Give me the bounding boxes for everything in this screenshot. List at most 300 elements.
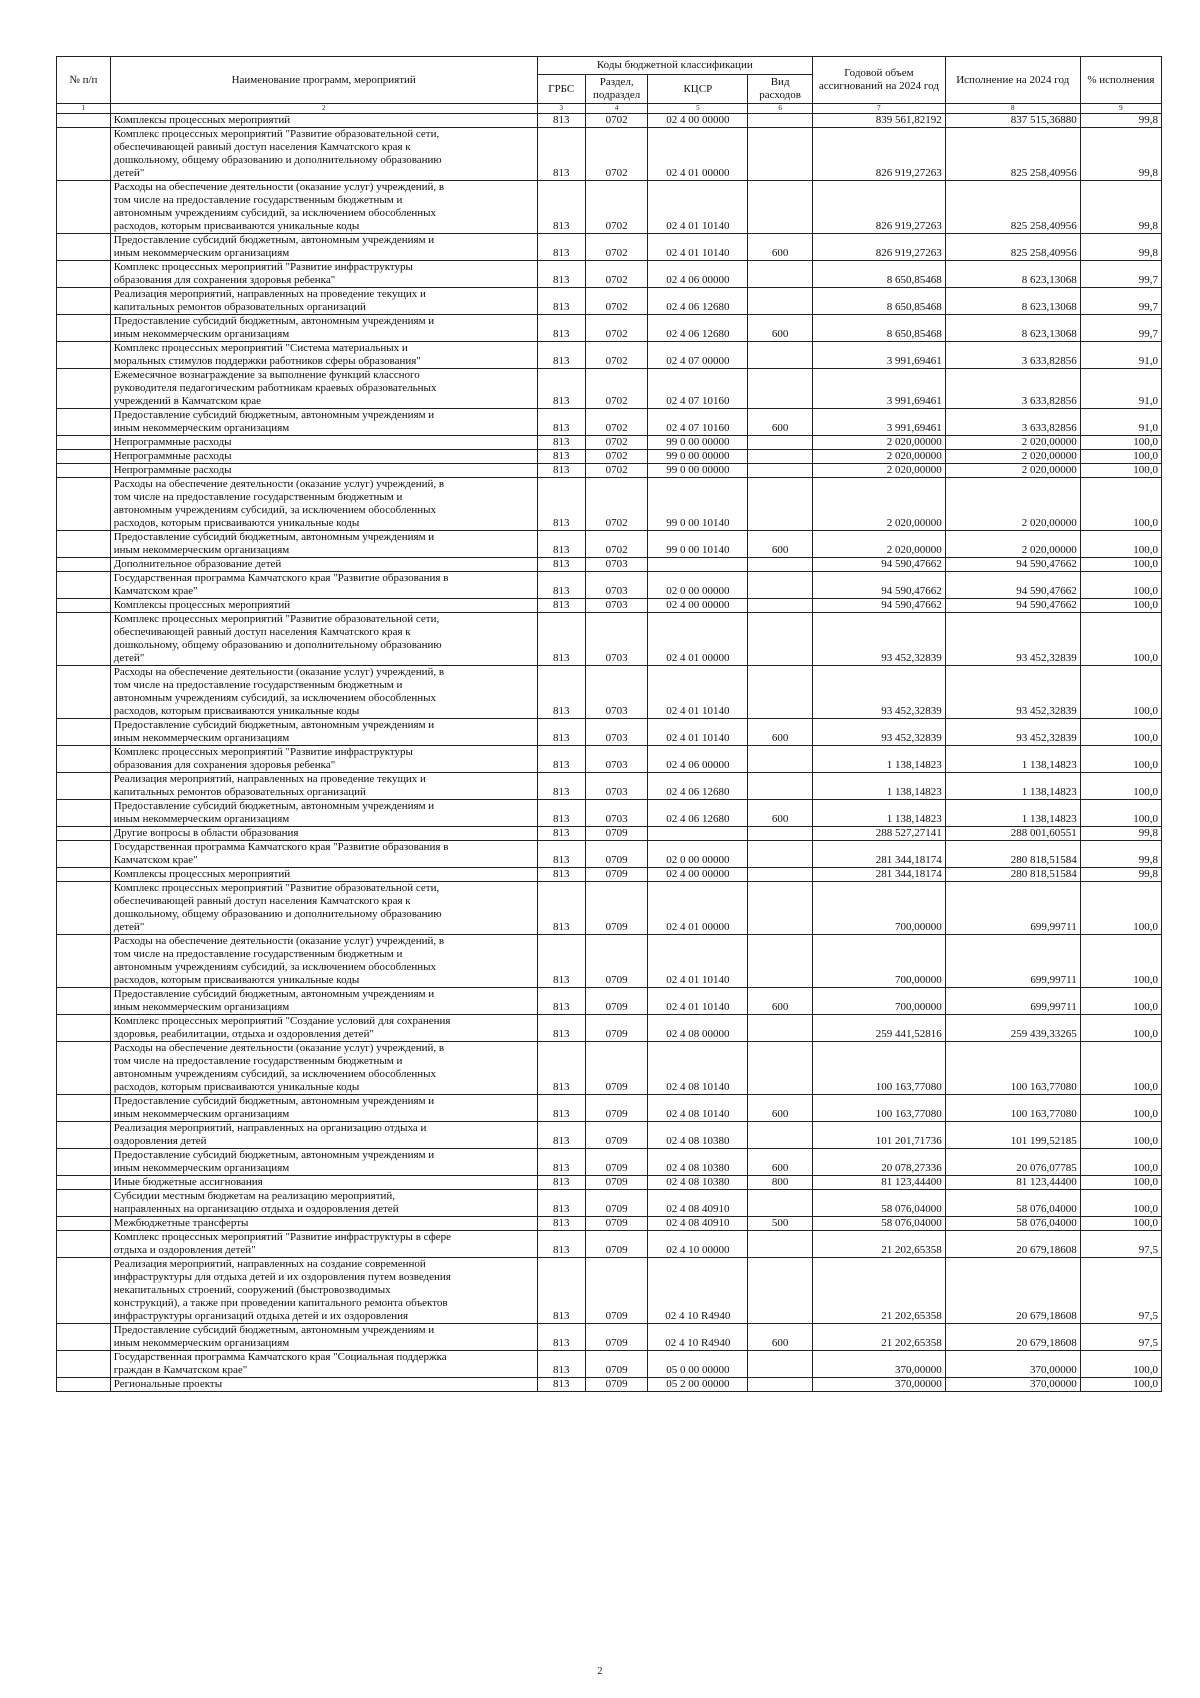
cell-plan: 700,00000	[813, 988, 946, 1015]
table-row	[57, 558, 1162, 572]
cell-razdel: 0702	[585, 114, 648, 128]
cell-name: Расходы на обеспечение деятельности (оказание услуг) учреждений, в том числе на предоставление государственным бюджетным и автономным учреждениям субсидий, за исключением обособленных расходов, которым присваиваются уникальные коды	[110, 181, 537, 234]
cell-kcsr: 02 4 08 10380	[648, 1149, 748, 1176]
cell-name: Межбюджетные трансферты	[110, 1217, 537, 1231]
cell-num	[57, 988, 111, 1015]
cell-razdel: 0703	[585, 773, 648, 800]
cell-razdel: 0702	[585, 464, 648, 478]
cell-pct: 100,0	[1080, 746, 1161, 773]
cell-fact: 259 439,33265	[945, 1015, 1080, 1042]
cell-name: Комплекс процессных мероприятий "Развитие инфраструктуры в сфере отдыха и оздоровления детей"	[110, 1231, 537, 1258]
cell-pct: 100,0	[1080, 464, 1161, 478]
cell-grbs: 813	[537, 935, 585, 988]
colnum: 5	[648, 104, 748, 114]
cell-name: Непрограммные расходы	[110, 464, 537, 478]
cell-vid: 600	[748, 800, 813, 827]
cell-plan: 1 138,14823	[813, 746, 946, 773]
cell-razdel: 0709	[585, 1231, 648, 1258]
cell-num	[57, 599, 111, 613]
cell-kcsr: 02 4 06 12680	[648, 773, 748, 800]
cell-pct: 91,0	[1080, 342, 1161, 369]
cell-num	[57, 1149, 111, 1176]
cell-name: Предоставление субсидий бюджетным, автономным учреждениям и иным некоммерческим организациям	[110, 719, 537, 746]
cell-num	[57, 746, 111, 773]
cell-vid	[748, 450, 813, 464]
cell-fact: 2 020,00000	[945, 436, 1080, 450]
cell-name: Дополнительное образование детей	[110, 558, 537, 572]
cell-name: Комплекс процессных мероприятий "Система материальных и моральных стимулов поддержки работников сферы образования"	[110, 342, 537, 369]
colnum: 4	[585, 104, 648, 114]
table-row	[57, 450, 1162, 464]
cell-fact: 93 452,32839	[945, 666, 1080, 719]
cell-vid	[748, 288, 813, 315]
cell-pct: 99,7	[1080, 261, 1161, 288]
cell-kcsr: 02 4 08 10380	[648, 1176, 748, 1190]
cell-kcsr: 02 4 01 10140	[648, 234, 748, 261]
cell-vid: 600	[748, 315, 813, 342]
cell-pct: 100,0	[1080, 719, 1161, 746]
cell-vid	[748, 478, 813, 531]
cell-pct: 100,0	[1080, 1149, 1161, 1176]
cell-num	[57, 464, 111, 478]
cell-num	[57, 882, 111, 935]
cell-kcsr: 99 0 00 00000	[648, 450, 748, 464]
header-razdel: Раздел, подраздел	[585, 75, 648, 104]
cell-plan: 58 076,04000	[813, 1190, 946, 1217]
cell-name: Ежемесячное вознаграждение за выполнение функций классного руководителя педагогическим работникам краевых образовательных учреждений в Камчатском крае	[110, 369, 537, 409]
cell-plan: 259 441,52816	[813, 1015, 946, 1042]
cell-kcsr: 02 4 00 00000	[648, 599, 748, 613]
cell-pct: 100,0	[1080, 450, 1161, 464]
cell-pct: 100,0	[1080, 935, 1161, 988]
cell-fact: 825 258,40956	[945, 181, 1080, 234]
cell-vid	[748, 369, 813, 409]
table-row	[57, 1176, 1162, 1190]
cell-grbs: 813	[537, 1231, 585, 1258]
table-row	[57, 800, 1162, 827]
cell-grbs: 813	[537, 114, 585, 128]
cell-name: Расходы на обеспечение деятельности (оказание услуг) учреждений, в том числе на предоставление государственным бюджетным и автономным учреждениям субсидий, за исключением обособленных расходов, которым присваиваются уникальные коды	[110, 666, 537, 719]
cell-fact: 100 163,77080	[945, 1095, 1080, 1122]
cell-plan: 94 590,47662	[813, 572, 946, 599]
cell-plan: 1 138,14823	[813, 800, 946, 827]
cell-num	[57, 841, 111, 868]
cell-razdel: 0709	[585, 1122, 648, 1149]
cell-vid	[748, 128, 813, 181]
cell-name: Региональные проекты	[110, 1378, 537, 1392]
header-plan: Годовой объем ассигнований на 2024 год	[813, 57, 946, 104]
page-number: 2	[597, 1666, 603, 1677]
cell-kcsr: 02 4 01 00000	[648, 882, 748, 935]
cell-name: Комплексы процессных мероприятий	[110, 868, 537, 882]
cell-num	[57, 1122, 111, 1149]
cell-vid	[748, 841, 813, 868]
cell-razdel: 0703	[585, 599, 648, 613]
cell-name: Комплекс процессных мероприятий "Развитие инфраструктуры образования для сохранения здоровья ребенка"	[110, 746, 537, 773]
cell-fact: 3 633,82856	[945, 369, 1080, 409]
table-row	[57, 1042, 1162, 1095]
cell-vid	[748, 1231, 813, 1258]
cell-razdel: 0709	[585, 988, 648, 1015]
cell-grbs: 813	[537, 1351, 585, 1378]
cell-name: Реализация мероприятий, направленных на проведение текущих и капитальных ремонтов образовательных организаций	[110, 773, 537, 800]
cell-vid	[748, 1122, 813, 1149]
cell-vid	[748, 342, 813, 369]
cell-razdel: 0703	[585, 613, 648, 666]
cell-grbs: 813	[537, 1122, 585, 1149]
cell-fact: 94 590,47662	[945, 558, 1080, 572]
cell-pct: 99,7	[1080, 315, 1161, 342]
table-row	[57, 288, 1162, 315]
cell-num	[57, 773, 111, 800]
cell-pct: 100,0	[1080, 478, 1161, 531]
cell-grbs: 813	[537, 464, 585, 478]
cell-num	[57, 613, 111, 666]
cell-name: Предоставление субсидий бюджетным, автономным учреждениям и иным некоммерческим организациям	[110, 531, 537, 558]
cell-name: Государственная программа Камчатского края "Социальная поддержка граждан в Камчатском крае"	[110, 1351, 537, 1378]
cell-pct: 97,5	[1080, 1231, 1161, 1258]
colnum: 7	[813, 104, 946, 114]
cell-razdel: 0702	[585, 409, 648, 436]
header-num: № п/п	[57, 57, 111, 104]
cell-pct: 100,0	[1080, 613, 1161, 666]
cell-kcsr: 99 0 00 00000	[648, 436, 748, 450]
cell-grbs: 813	[537, 719, 585, 746]
table-row	[57, 478, 1162, 531]
table-row	[57, 613, 1162, 666]
cell-vid	[748, 882, 813, 935]
cell-grbs: 813	[537, 1258, 585, 1324]
cell-razdel: 0709	[585, 1042, 648, 1095]
table-header	[57, 57, 1162, 114]
cell-grbs: 813	[537, 666, 585, 719]
cell-fact: 2 020,00000	[945, 464, 1080, 478]
cell-num	[57, 935, 111, 988]
cell-num	[57, 369, 111, 409]
cell-vid	[748, 1351, 813, 1378]
cell-fact: 20 679,18608	[945, 1258, 1080, 1324]
table-row	[57, 369, 1162, 409]
cell-plan: 21 202,65358	[813, 1324, 946, 1351]
cell-fact: 94 590,47662	[945, 572, 1080, 599]
cell-vid	[748, 1190, 813, 1217]
cell-pct: 100,0	[1080, 666, 1161, 719]
cell-razdel: 0709	[585, 1378, 648, 1392]
cell-plan: 700,00000	[813, 882, 946, 935]
cell-razdel: 0709	[585, 1095, 648, 1122]
table-row	[57, 1149, 1162, 1176]
colnum: 3	[537, 104, 585, 114]
table-row	[57, 841, 1162, 868]
cell-plan: 8 650,85468	[813, 261, 946, 288]
table-row	[57, 1217, 1162, 1231]
cell-grbs: 813	[537, 613, 585, 666]
cell-vid	[748, 613, 813, 666]
cell-razdel: 0709	[585, 1176, 648, 1190]
cell-pct: 100,0	[1080, 1217, 1161, 1231]
cell-fact: 370,00000	[945, 1351, 1080, 1378]
cell-razdel: 0702	[585, 531, 648, 558]
cell-name: Государственная программа Камчатского края "Развитие образования в Камчатском крае"	[110, 572, 537, 599]
cell-grbs: 813	[537, 800, 585, 827]
cell-plan: 94 590,47662	[813, 599, 946, 613]
cell-grbs: 813	[537, 841, 585, 868]
cell-kcsr: 02 4 06 12680	[648, 288, 748, 315]
cell-pct: 100,0	[1080, 988, 1161, 1015]
table-row	[57, 827, 1162, 841]
table-row	[57, 315, 1162, 342]
colnum: 9	[1080, 104, 1161, 114]
cell-vid	[748, 1378, 813, 1392]
cell-grbs: 813	[537, 288, 585, 315]
cell-pct: 100,0	[1080, 800, 1161, 827]
cell-grbs: 813	[537, 234, 585, 261]
cell-fact: 699,99711	[945, 988, 1080, 1015]
table-row	[57, 1258, 1162, 1324]
cell-fact: 58 076,04000	[945, 1190, 1080, 1217]
cell-kcsr: 99 0 00 00000	[648, 464, 748, 478]
cell-num	[57, 1217, 111, 1231]
cell-razdel: 0702	[585, 369, 648, 409]
table-row	[57, 935, 1162, 988]
cell-grbs: 813	[537, 599, 585, 613]
table-row	[57, 531, 1162, 558]
cell-name: Государственная программа Камчатского края "Развитие образования в Камчатском крае"	[110, 841, 537, 868]
cell-pct: 99,8	[1080, 128, 1161, 181]
cell-kcsr: 02 0 00 00000	[648, 841, 748, 868]
cell-pct: 100,0	[1080, 558, 1161, 572]
table-row	[57, 261, 1162, 288]
cell-vid	[748, 1042, 813, 1095]
cell-plan: 826 919,27263	[813, 181, 946, 234]
cell-kcsr: 02 0 00 00000	[648, 572, 748, 599]
cell-vid: 600	[748, 1095, 813, 1122]
cell-name: Предоставление субсидий бюджетным, автономным учреждениям и иным некоммерческим организациям	[110, 800, 537, 827]
cell-razdel: 0702	[585, 288, 648, 315]
cell-razdel: 0702	[585, 315, 648, 342]
cell-fact: 81 123,44400	[945, 1176, 1080, 1190]
cell-plan: 370,00000	[813, 1351, 946, 1378]
cell-pct: 99,8	[1080, 868, 1161, 882]
budget-table	[56, 56, 1162, 1392]
cell-vid: 500	[748, 1217, 813, 1231]
cell-pct: 99,8	[1080, 234, 1161, 261]
cell-razdel: 0702	[585, 261, 648, 288]
table-row	[57, 773, 1162, 800]
cell-pct: 97,5	[1080, 1258, 1161, 1324]
table-row	[57, 666, 1162, 719]
cell-razdel: 0709	[585, 1351, 648, 1378]
cell-plan: 3 991,69461	[813, 342, 946, 369]
cell-kcsr: 02 4 01 00000	[648, 613, 748, 666]
cell-grbs: 813	[537, 868, 585, 882]
cell-num	[57, 1042, 111, 1095]
cell-plan: 700,00000	[813, 935, 946, 988]
cell-razdel: 0709	[585, 1324, 648, 1351]
cell-fact: 100 163,77080	[945, 1042, 1080, 1095]
cell-num	[57, 478, 111, 531]
cell-vid	[748, 773, 813, 800]
cell-fact: 101 199,52185	[945, 1122, 1080, 1149]
cell-name: Предоставление субсидий бюджетным, автономным учреждениям и иным некоммерческим организациям	[110, 234, 537, 261]
cell-name: Реализация мероприятий, направленных на проведение текущих и капитальных ремонтов образовательных организаций	[110, 288, 537, 315]
cell-plan: 8 650,85468	[813, 288, 946, 315]
cell-num	[57, 1095, 111, 1122]
cell-plan: 826 919,27263	[813, 234, 946, 261]
cell-plan: 81 123,44400	[813, 1176, 946, 1190]
cell-vid	[748, 1258, 813, 1324]
cell-razdel: 0709	[585, 882, 648, 935]
cell-vid	[748, 827, 813, 841]
cell-grbs: 813	[537, 450, 585, 464]
cell-kcsr: 02 4 10 00000	[648, 1231, 748, 1258]
cell-num	[57, 1258, 111, 1324]
cell-grbs: 813	[537, 1217, 585, 1231]
cell-razdel: 0709	[585, 1149, 648, 1176]
cell-kcsr: 99 0 00 10140	[648, 531, 748, 558]
cell-name: Предоставление субсидий бюджетным, автономным учреждениям и иным некоммерческим организациям	[110, 1095, 537, 1122]
cell-grbs: 813	[537, 128, 585, 181]
cell-pct: 100,0	[1080, 572, 1161, 599]
cell-vid: 600	[748, 1324, 813, 1351]
table-row	[57, 342, 1162, 369]
cell-fact: 280 818,51584	[945, 868, 1080, 882]
cell-vid: 600	[748, 988, 813, 1015]
cell-vid	[748, 868, 813, 882]
cell-plan: 8 650,85468	[813, 315, 946, 342]
cell-num	[57, 436, 111, 450]
cell-plan: 101 201,71736	[813, 1122, 946, 1149]
cell-razdel: 0702	[585, 478, 648, 531]
cell-num	[57, 315, 111, 342]
cell-pct: 100,0	[1080, 1190, 1161, 1217]
cell-vid	[748, 464, 813, 478]
cell-plan: 100 163,77080	[813, 1042, 946, 1095]
cell-num	[57, 1176, 111, 1190]
table-row	[57, 1351, 1162, 1378]
cell-pct: 100,0	[1080, 882, 1161, 935]
cell-kcsr	[648, 827, 748, 841]
cell-pct: 91,0	[1080, 369, 1161, 409]
cell-vid	[748, 666, 813, 719]
cell-grbs: 813	[537, 409, 585, 436]
cell-num	[57, 114, 111, 128]
cell-name: Предоставление субсидий бюджетным, автономным учреждениям и иным некоммерческим организациям	[110, 1324, 537, 1351]
header-grbs: ГРБС	[537, 75, 585, 104]
cell-plan: 281 344,18174	[813, 868, 946, 882]
cell-razdel: 0709	[585, 1258, 648, 1324]
cell-name: Расходы на обеспечение деятельности (оказание услуг) учреждений, в том числе на предоставление государственным бюджетным и автономным учреждениям субсидий, за исключением обособленных расходов, которым присваиваются уникальные коды	[110, 478, 537, 531]
cell-plan: 93 452,32839	[813, 613, 946, 666]
cell-vid	[748, 558, 813, 572]
table-row	[57, 719, 1162, 746]
cell-plan: 2 020,00000	[813, 436, 946, 450]
cell-plan: 2 020,00000	[813, 531, 946, 558]
cell-kcsr: 02 4 01 10140	[648, 935, 748, 988]
cell-grbs: 813	[537, 261, 585, 288]
cell-kcsr: 02 4 07 10160	[648, 409, 748, 436]
cell-name: Предоставление субсидий бюджетным, автономным учреждениям и иным некоммерческим организациям	[110, 315, 537, 342]
cell-vid: 600	[748, 234, 813, 261]
cell-plan: 21 202,65358	[813, 1231, 946, 1258]
cell-razdel: 0709	[585, 1015, 648, 1042]
cell-num	[57, 181, 111, 234]
colnum: 1	[57, 104, 111, 114]
cell-razdel: 0709	[585, 935, 648, 988]
cell-name: Комплексы процессных мероприятий	[110, 599, 537, 613]
cell-grbs: 813	[537, 1176, 585, 1190]
cell-fact: 8 623,13068	[945, 315, 1080, 342]
table-row	[57, 746, 1162, 773]
cell-name: Комплекс процессных мероприятий "Развитие образовательной сети, обеспечивающей равный доступ населения Камчатского края к дошкольному, общему образованию и дополнительному образованию детей"	[110, 882, 537, 935]
cell-num	[57, 342, 111, 369]
cell-razdel: 0709	[585, 841, 648, 868]
cell-fact: 825 258,40956	[945, 128, 1080, 181]
cell-fact: 20 679,18608	[945, 1231, 1080, 1258]
table-body	[57, 114, 1162, 1392]
cell-fact: 58 076,04000	[945, 1217, 1080, 1231]
cell-plan: 20 078,27336	[813, 1149, 946, 1176]
cell-pct: 100,0	[1080, 1015, 1161, 1042]
cell-num	[57, 450, 111, 464]
cell-grbs: 813	[537, 181, 585, 234]
cell-pct: 100,0	[1080, 1042, 1161, 1095]
cell-vid	[748, 1015, 813, 1042]
cell-kcsr: 02 4 08 10140	[648, 1095, 748, 1122]
cell-plan: 839 561,82192	[813, 114, 946, 128]
cell-vid	[748, 114, 813, 128]
cell-kcsr: 02 4 06 00000	[648, 261, 748, 288]
cell-pct: 100,0	[1080, 1351, 1161, 1378]
colnum: 2	[110, 104, 537, 114]
cell-pct: 100,0	[1080, 1176, 1161, 1190]
cell-name: Комплексы процессных мероприятий	[110, 114, 537, 128]
header-fact: Исполнение на 2024 год	[945, 57, 1080, 104]
cell-fact: 288 001,60551	[945, 827, 1080, 841]
cell-grbs: 813	[537, 369, 585, 409]
cell-plan: 3 991,69461	[813, 369, 946, 409]
table-row	[57, 1122, 1162, 1149]
table-row	[57, 882, 1162, 935]
cell-name: Комплекс процессных мероприятий "Развитие образовательной сети, обеспечивающей равный доступ населения Камчатского края к дошкольному, общему образованию и дополнительному образованию детей"	[110, 613, 537, 666]
cell-num	[57, 800, 111, 827]
cell-plan: 2 020,00000	[813, 450, 946, 464]
cell-pct: 99,8	[1080, 181, 1161, 234]
cell-pct: 100,0	[1080, 1095, 1161, 1122]
cell-kcsr: 02 4 01 10140	[648, 181, 748, 234]
cell-grbs: 813	[537, 478, 585, 531]
table-row	[57, 234, 1162, 261]
cell-razdel: 0703	[585, 800, 648, 827]
table-row	[57, 128, 1162, 181]
cell-grbs: 813	[537, 572, 585, 599]
cell-pct: 91,0	[1080, 409, 1161, 436]
cell-pct: 100,0	[1080, 599, 1161, 613]
cell-vid: 800	[748, 1176, 813, 1190]
cell-kcsr	[648, 558, 748, 572]
table-row	[57, 464, 1162, 478]
cell-fact: 699,99711	[945, 882, 1080, 935]
cell-kcsr: 02 4 08 00000	[648, 1015, 748, 1042]
colnum: 8	[945, 104, 1080, 114]
cell-num	[57, 558, 111, 572]
cell-grbs: 813	[537, 1015, 585, 1042]
cell-grbs: 813	[537, 773, 585, 800]
cell-num	[57, 1190, 111, 1217]
cell-num	[57, 1351, 111, 1378]
cell-plan: 826 919,27263	[813, 128, 946, 181]
cell-kcsr: 02 4 08 10380	[648, 1122, 748, 1149]
